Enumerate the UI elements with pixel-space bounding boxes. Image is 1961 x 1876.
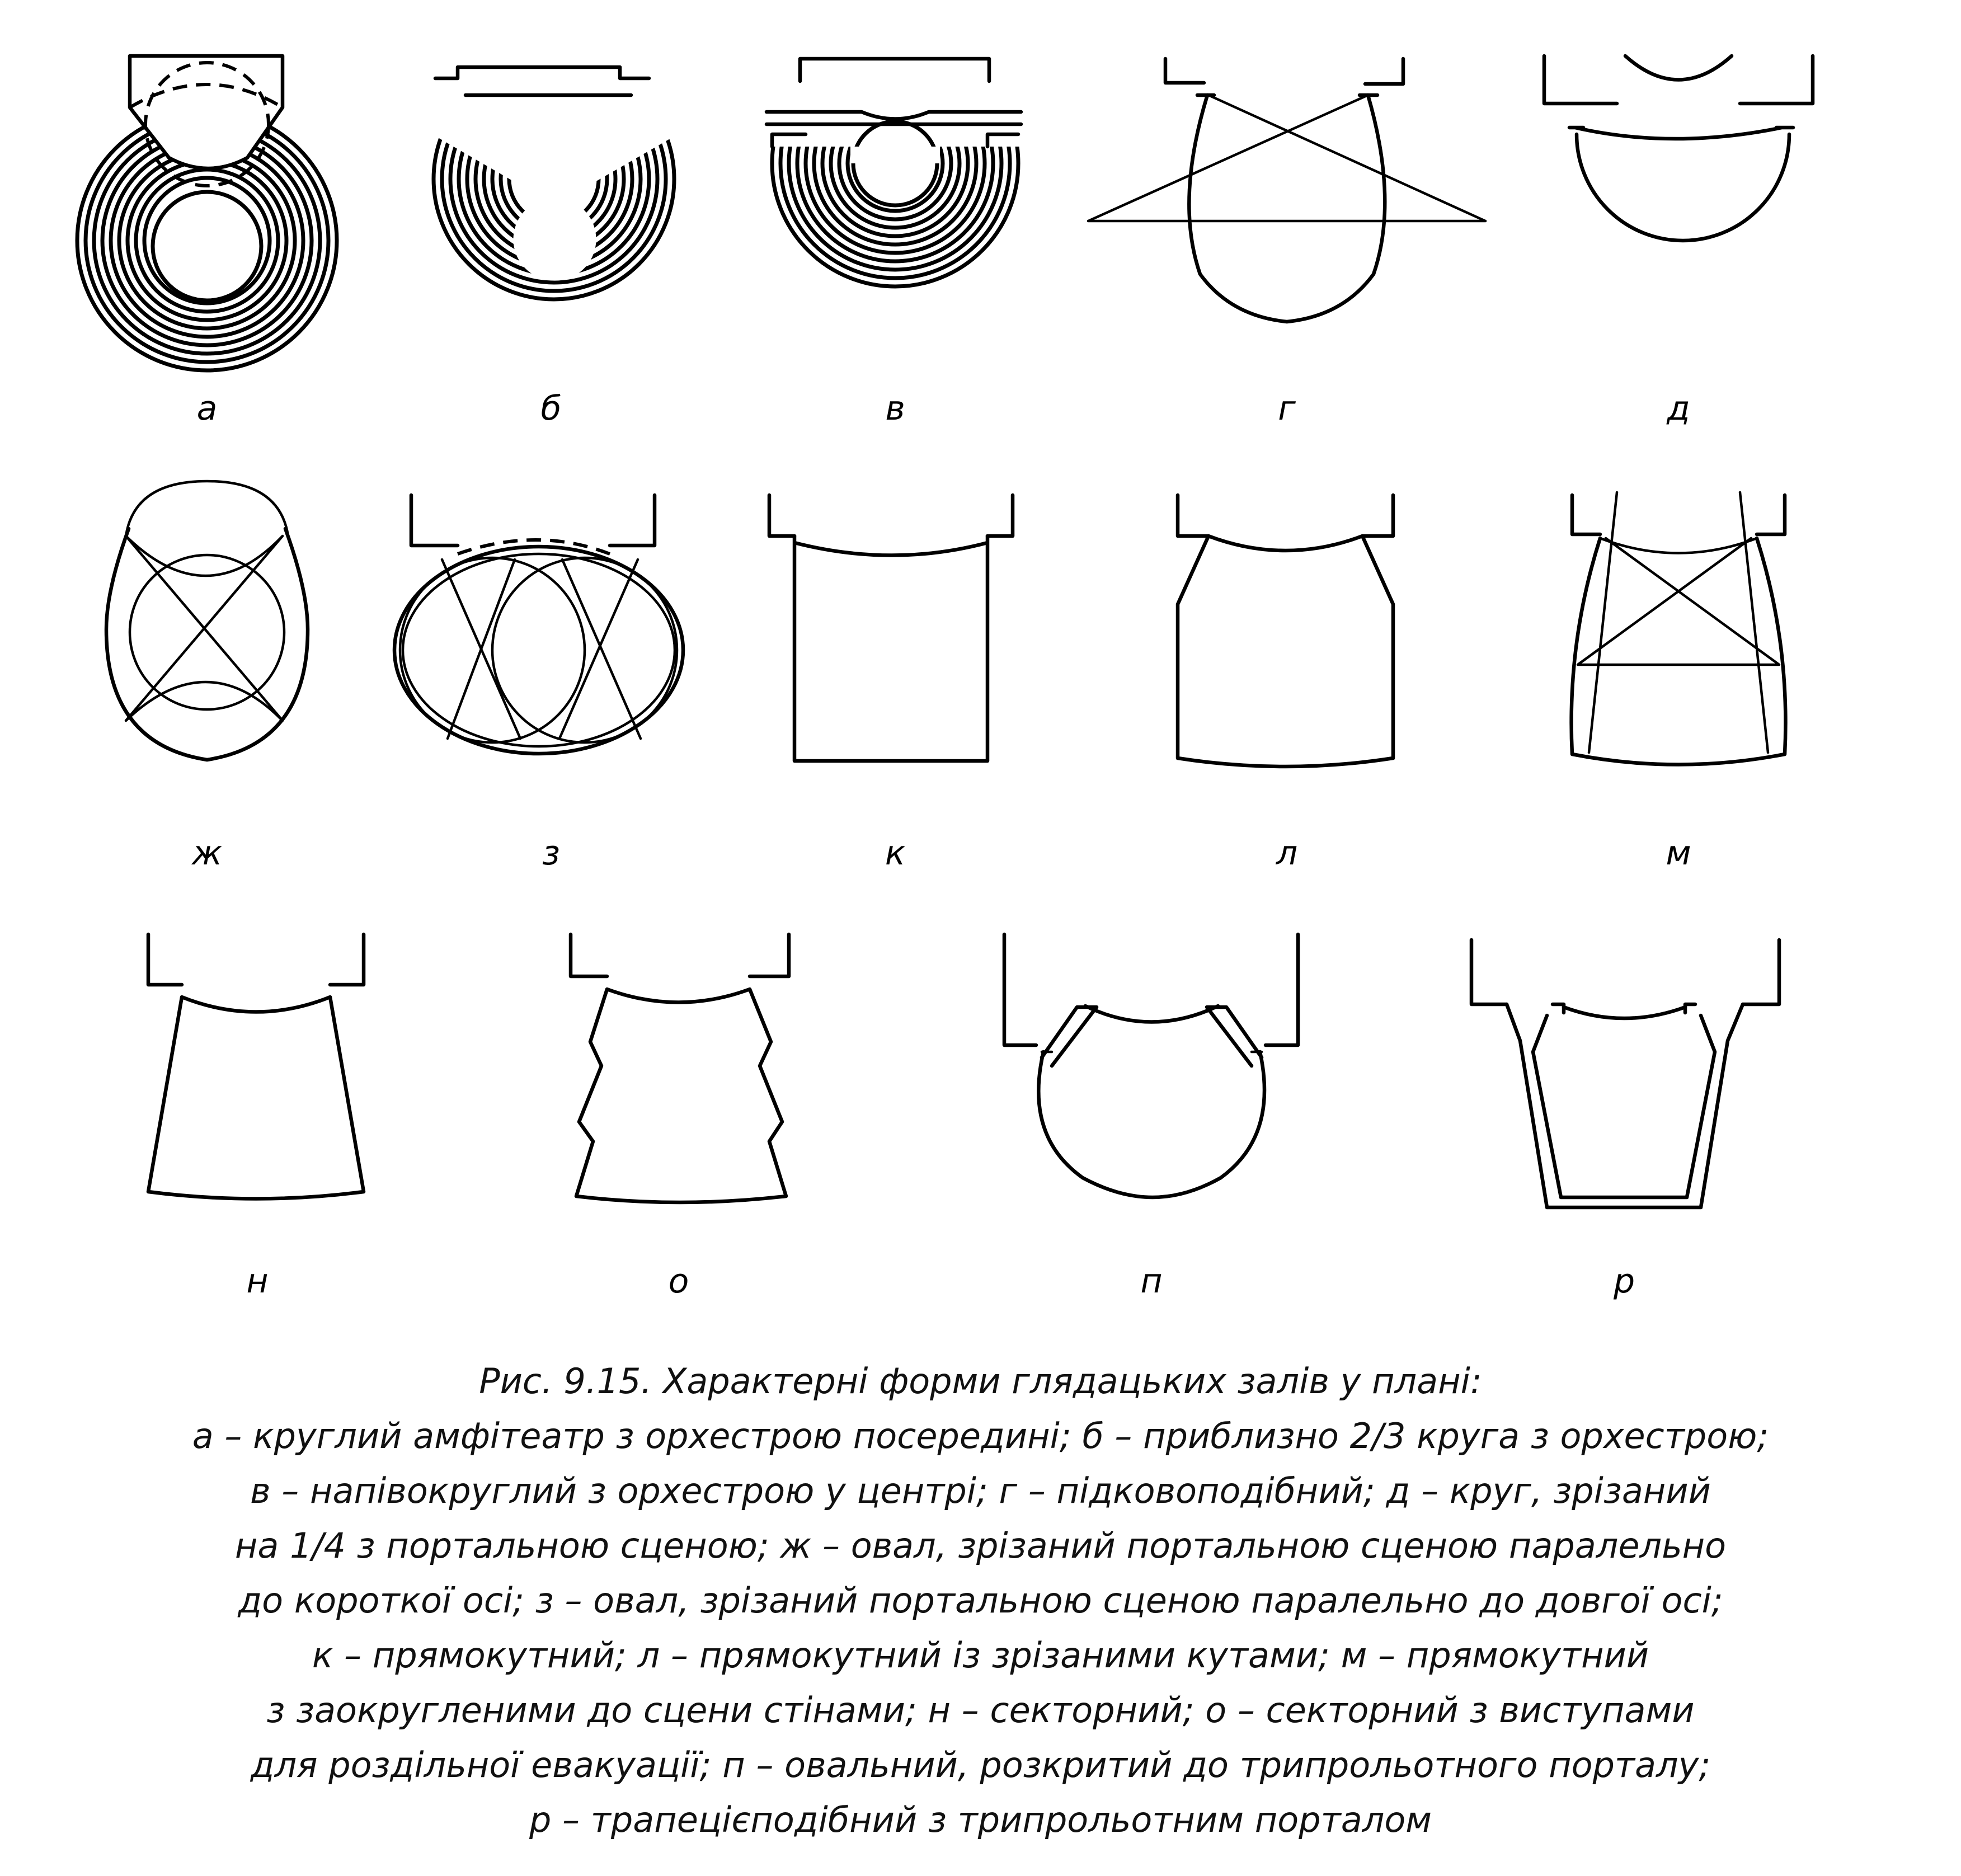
seating-ring <box>509 134 599 224</box>
plan-p-outline <box>1038 1052 1264 1197</box>
plan-r-trapezoid-three-span <box>1471 940 1779 1207</box>
caption-title: Рис. 9.15. Характерні форми глядацьких залів у плані: <box>479 1361 1482 1402</box>
plan-p-stage <box>1004 934 1298 1045</box>
plan-n-outline <box>148 997 364 1199</box>
plan-o-stage <box>571 934 789 976</box>
plan-l-stage <box>1178 495 1393 536</box>
plan-o-sector-projections <box>571 934 789 1202</box>
label-v: в <box>885 389 905 428</box>
caption-line-6: з заокругленими до сцени стінами; н – секторний; о – секторний з виступами <box>266 1690 1695 1731</box>
plan-m-stage <box>1572 495 1785 534</box>
plan-l-cut-corners <box>1178 495 1393 767</box>
caption-line-3: на 1/4 з портальною сценою; ж – овал, зрізаний портальною сценою паралельно <box>234 1525 1727 1566</box>
plan-p-portal-wings <box>1042 1007 1262 1066</box>
label-d: д <box>1667 389 1690 428</box>
seating-ring <box>492 117 615 241</box>
plan-k-outline <box>794 536 987 761</box>
plan-d-outline <box>1577 134 1789 241</box>
plan-d-portal <box>1569 128 1793 139</box>
plan-g-horseshoe <box>1088 59 1485 322</box>
plan-k-rectangular <box>769 495 1013 761</box>
plan-p-oval-three-span <box>1004 934 1298 1197</box>
plan-zh-outline <box>106 529 308 760</box>
plan-a-orchestra <box>153 192 261 300</box>
plan-zh-oval-short-axis <box>106 481 308 760</box>
plan-g-sightlines <box>1088 95 1485 221</box>
plan-n-sector <box>148 934 364 1199</box>
plan-z-oval-long-axis <box>394 495 683 754</box>
plan-r-stage-arc <box>1564 1007 1685 1018</box>
plan-d-quarter-cut-circle <box>1544 56 1813 241</box>
caption-line-7: для роздільної евакуації; п – овальний, розкритий до трипрольотного порталу; <box>250 1745 1711 1785</box>
caption-line-5: к – прямокутний; л – прямокутний із зрізаними кутами; м – прямокутний <box>312 1635 1649 1676</box>
plan-r-stage <box>1471 940 1779 1004</box>
caption-line-8: р – трапецієподібний з трипрольотним порталом <box>529 1799 1432 1840</box>
plan-m-sightlines <box>1578 492 1779 753</box>
plan-r-inner-outline <box>1533 1015 1715 1197</box>
seating-ring <box>459 84 649 274</box>
label-m: м <box>1666 834 1691 873</box>
plan-v-stage-box <box>800 59 989 81</box>
label-l: л <box>1276 834 1298 873</box>
plan-l-outline <box>1178 536 1393 767</box>
plan-k-stage <box>769 495 1013 536</box>
label-g: г <box>1278 389 1296 428</box>
figure-caption <box>0 1354 1961 1847</box>
plan-b-two-thirds-circle <box>434 59 674 299</box>
plan-z-sightlines <box>442 559 641 739</box>
plan-zh-top-arc <box>126 481 288 536</box>
label-r: р <box>1613 1262 1635 1301</box>
seating-ring <box>484 109 624 249</box>
label-o: о <box>668 1262 689 1301</box>
plan-m-rounded-walls <box>1572 492 1786 765</box>
label-p: п <box>1140 1262 1163 1301</box>
label-a: а <box>196 389 218 428</box>
plan-b-stage-top <box>435 67 649 78</box>
label-k: к <box>885 834 906 873</box>
plan-d-stage-arc <box>1625 56 1732 80</box>
plan-z-inner-oval <box>403 554 675 746</box>
plan-z-stage <box>411 495 655 546</box>
caption-line-2: в – напівокруглий з орхестрою у центрі; г – підковоподібний; д – круг, зрізаний <box>250 1470 1711 1511</box>
label-n: н <box>246 1262 269 1301</box>
plan-o-outline <box>576 989 786 1202</box>
seating-ring <box>501 126 607 232</box>
label-zh: ж <box>191 834 223 873</box>
plan-g-outline <box>1189 95 1385 322</box>
label-z: з <box>542 834 560 873</box>
plan-zh-sightlines <box>126 536 283 721</box>
plan-n-stage <box>148 934 364 985</box>
plan-g-stage <box>1165 59 1403 84</box>
label-b: б <box>540 389 562 428</box>
caption-line-4: до короткої осі; з – овал, зрізаний портальною сценою паралельно до довгої осі; <box>238 1580 1723 1621</box>
plan-p-stage-arc <box>1085 1006 1218 1022</box>
plan-a-round-amphitheatre <box>77 56 337 370</box>
plan-v-semicircular <box>766 40 1021 286</box>
seating-ring <box>450 76 657 283</box>
caption-line-1: а – круглий амфітеатр з орхестрою посередині; б – приблизно 2/3 круга з орхестрою; <box>192 1416 1769 1456</box>
plan-m-outline <box>1572 538 1786 765</box>
